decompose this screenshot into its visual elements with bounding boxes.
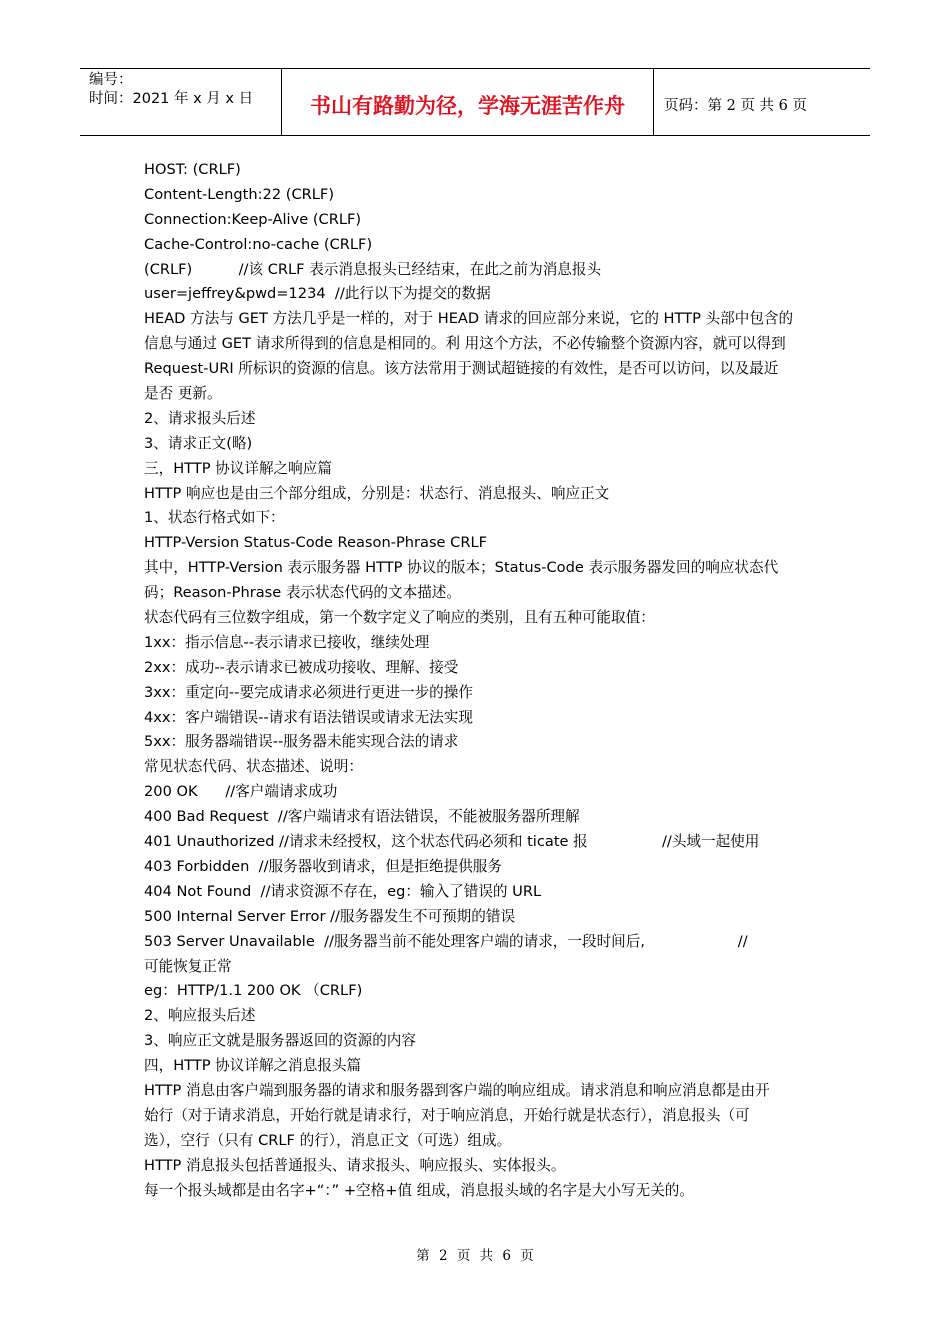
body-line: 3、响应正文就是服务器返回的资源的内容	[144, 1032, 416, 1050]
header-page-info: 页码：第 2 页 共 6 页	[664, 97, 807, 114]
page-header	[80, 68, 870, 136]
body-line: 可能恢复正常	[144, 957, 232, 975]
body-line: 5xx：服务器端错误--服务器未能实现合法的请求	[144, 733, 459, 751]
header-meta	[80, 69, 282, 135]
body-line: HEAD 方法与 GET 方法几乎是一样的，对于 HEAD 请求的回应部分来说，它的 HTTP 头部中包含的	[144, 310, 794, 328]
body-line: HTTP 消息由客户端到服务器的请求和服务器到客户端的响应组成。请求消息和响应消息都是由开	[144, 1081, 770, 1099]
body-line: 状态代码有三位数字组成，第一个数字定义了响应的类别，且有五种可能取值：	[144, 609, 655, 627]
body-line: 1xx：指示信息--表示请求已接收，继续处理	[144, 633, 430, 651]
body-line: 选），空行（只有 CRLF 的行），消息正文（可选）组成。	[144, 1131, 512, 1149]
body-line: 2、请求报头后述	[144, 409, 256, 427]
body-line: (CRLF) //该 CRLF 表示消息报头已经结束，在此之前为消息报头	[144, 260, 602, 278]
body-line: Content-Length:22 (CRLF)	[144, 185, 335, 203]
body-line: 200 OK //客户端请求成功	[144, 783, 338, 801]
body-line: 3、请求正文(略)	[144, 434, 253, 452]
header-motto: 书山有路勤为径，学海无涯苦作舟	[282, 69, 654, 135]
body-line: 404 Not Found //请求资源不存在，eg：输入了错误的 URL	[144, 882, 542, 900]
body-line: 2、响应报头后述	[144, 1007, 256, 1025]
body-line: 码；Reason-Phrase 表示状态代码的文本描述。	[144, 584, 461, 602]
body-line: 其中，HTTP-Version 表示服务器 HTTP 协议的版本；Status-Code 表示服务器发回的响应状态代	[144, 559, 779, 577]
body-line: 始行（对于请求消息，开始行就是请求行，对于响应消息，开始行就是状态行），消息报头（可	[144, 1106, 750, 1124]
document-time-label: 时间：2021 年 x 月 x 日	[89, 91, 254, 107]
document-number-label: 编号：	[89, 72, 133, 88]
document-body	[144, 158, 808, 1203]
body-line: 503 Server Unavailable //服务器当前不能处理客户端的请求，一段时间后, //	[144, 932, 748, 950]
body-line: eg：HTTP/1.1 200 OK （CRLF)	[144, 982, 363, 1000]
body-line: 400 Bad Request //客户端请求有语法错误，不能被服务器所理解	[144, 808, 580, 826]
body-line: Connection:Keep-Alive (CRLF)	[144, 210, 362, 228]
body-line: 是否 更新。	[144, 385, 222, 403]
body-line: Cache-Control:no-cache (CRLF)	[144, 235, 373, 253]
body-line: user=jeffrey&pwd=1234 //此行以下为提交的数据	[144, 285, 491, 303]
body-line: 常见状态代码、状态描述、说明：	[144, 758, 363, 776]
body-line: 500 Internal Server Error //服务器发生不可预期的错误	[144, 907, 516, 925]
body-line: 2xx：成功--表示请求已被成功接收、理解、接受	[144, 658, 459, 676]
body-line: 1、状态行格式如下：	[144, 509, 285, 527]
body-line: 信息与通过 GET 请求所得到的信息是相同的。利 用这个方法，不必传输整个资源内容，就可以得到	[144, 335, 786, 353]
body-line: HTTP 响应也是由三个部分组成，分别是：状态行、消息报头、响应正文	[144, 484, 610, 502]
body-line: 三，HTTP 协议详解之响应篇	[144, 459, 332, 477]
body-line: 四，HTTP 协议详解之消息报头篇	[144, 1057, 362, 1075]
body-line: HTTP 消息报头包括普通报头、请求报头、响应报头、实体报头。	[144, 1156, 566, 1174]
body-line: 403 Forbidden //服务器收到请求，但是拒绝提供服务	[144, 857, 502, 875]
page-footer: 第 2 页 共 6 页	[416, 1248, 534, 1264]
body-line: 每一个报头域都是由名字+“：” +空格+值 组成，消息报头域的名字是大小写无关的。	[144, 1181, 694, 1199]
body-line: 3xx：重定向--要完成请求必须进行更进一步的操作	[144, 683, 473, 701]
body-line: Request-URI 所标识的资源的信息。该方法常用于测试超链接的有效性，是否可以访问，以及最近	[144, 360, 779, 378]
body-line: HOST: (CRLF)	[144, 161, 241, 178]
body-line: HTTP-Version Status-Code Reason-Phrase CRLF	[144, 534, 488, 552]
body-line: 401 Unauthorized //请求未经授权，这个状态代码必须和 ticate 报 //头域一起使用	[144, 833, 760, 851]
body-line: 4xx：客户端错误--请求有语法错误或请求无法实现	[144, 708, 473, 726]
